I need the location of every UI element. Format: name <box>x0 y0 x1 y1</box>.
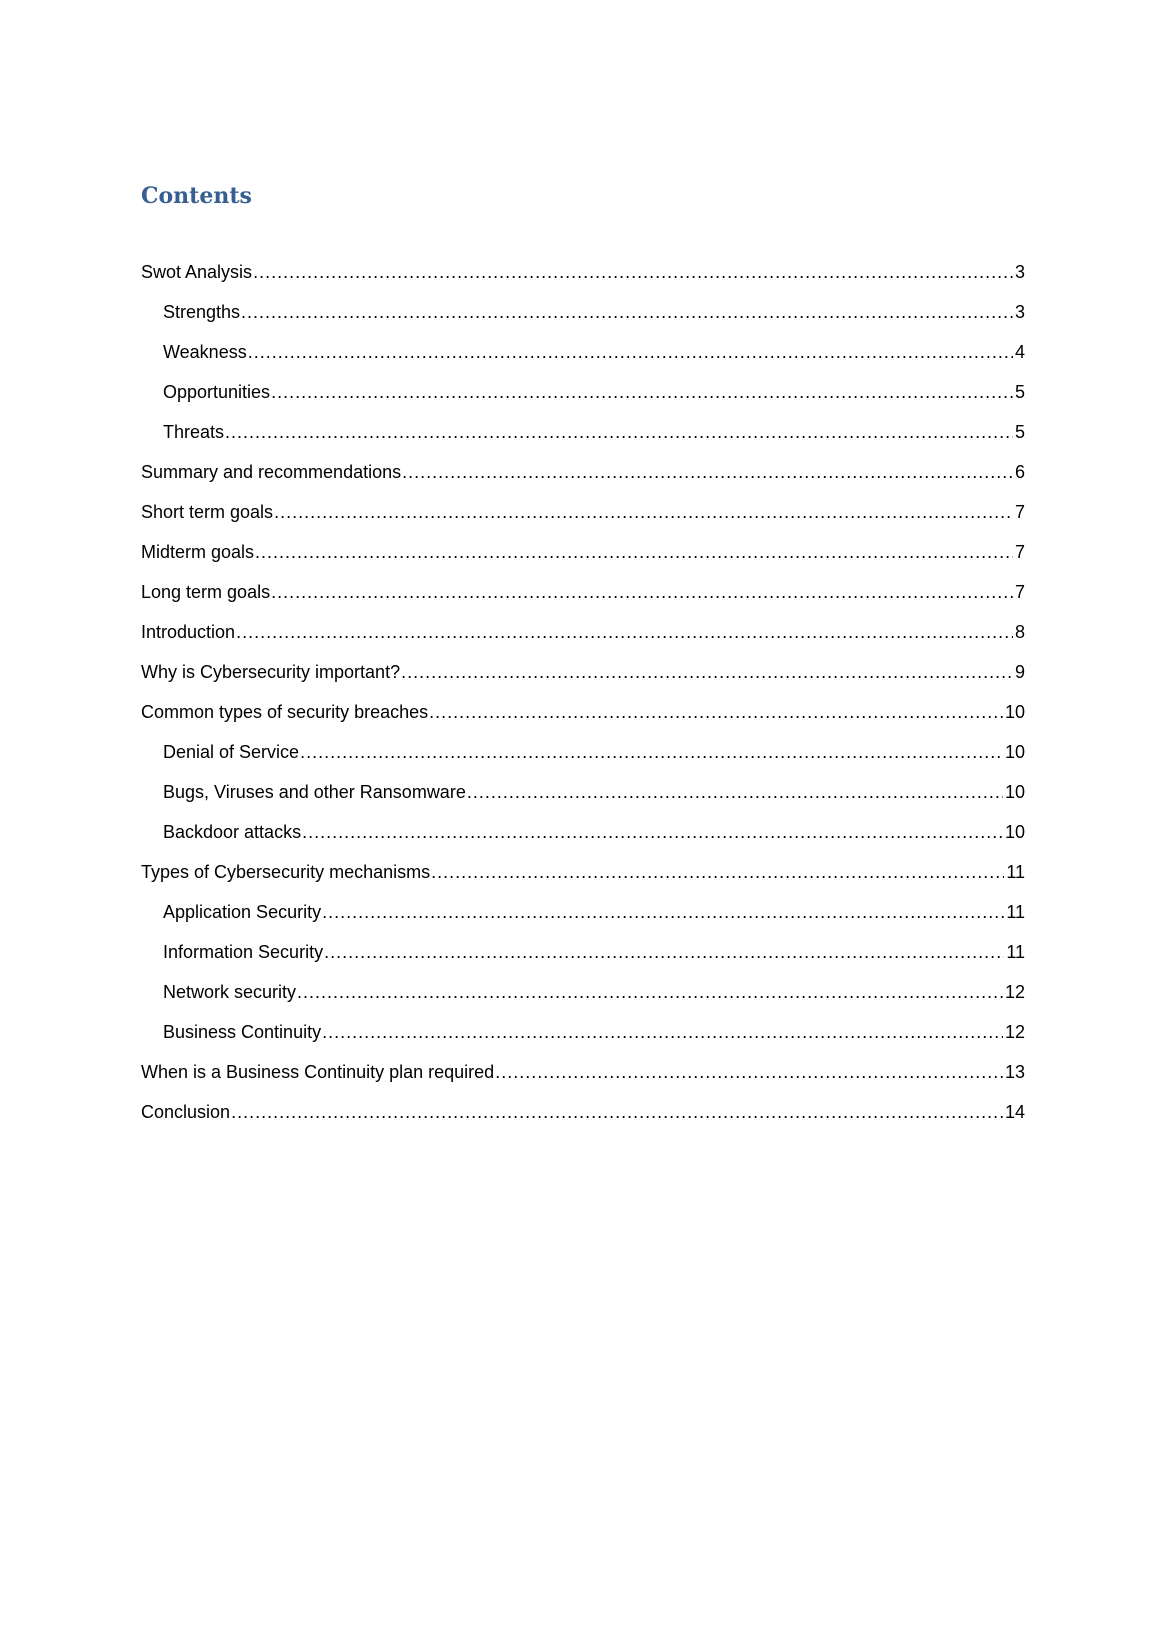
dot-leader <box>300 742 1003 762</box>
toc-entry-title: Common types of security breaches <box>141 702 429 722</box>
toc-entry-title: Threats <box>163 422 225 442</box>
dot-leader <box>322 1022 1003 1042</box>
toc-entry-swot-analysis[interactable] <box>141 262 1025 302</box>
toc-entry-page: 12 <box>1004 1022 1025 1042</box>
toc-entry-page: 5 <box>1014 382 1025 402</box>
toc-entry-title: Strengths <box>163 302 241 322</box>
toc-entry-title: Weakness <box>163 342 247 362</box>
toc-entry-page: 11 <box>1006 902 1025 922</box>
toc-entry-page: 5 <box>1014 422 1025 442</box>
toc-entry-title: Introduction <box>141 622 236 642</box>
toc-entry-long-term-goals[interactable] <box>141 582 1025 622</box>
dot-leader <box>297 982 1003 1002</box>
toc-entry-title: Conclusion <box>141 1102 231 1122</box>
toc-entry-title: Swot Analysis <box>141 262 253 282</box>
toc-entry-page: 7 <box>1014 582 1025 602</box>
toc-entry-page: 3 <box>1014 302 1025 322</box>
toc-entry-title: Backdoor attacks <box>163 822 302 842</box>
dot-leader <box>431 862 1004 882</box>
dot-leader <box>495 1062 1003 1082</box>
dot-leader <box>248 342 1013 362</box>
dot-leader <box>324 942 1004 962</box>
dot-leader <box>253 262 1013 282</box>
dot-leader <box>271 382 1013 402</box>
toc-entry-short-term-goals[interactable] <box>141 502 1025 542</box>
toc-entry-types-of-cybersecurity-mechanisms[interactable] <box>141 862 1025 902</box>
toc-heading: Contents <box>141 183 252 209</box>
toc-entry-why-is-cybersecurity-important[interactable] <box>141 662 1025 702</box>
toc-entry-page: 11 <box>1006 862 1025 882</box>
toc-entry-title: Short term goals <box>141 502 274 522</box>
toc-entry-title: Long term goals <box>141 582 271 602</box>
toc-entry-title: Application Security <box>163 902 322 922</box>
toc-entry-strengths[interactable] <box>141 302 1025 342</box>
toc-entry-page: 7 <box>1014 502 1025 522</box>
dot-leader <box>402 462 1013 482</box>
toc-entry-midterm-goals[interactable] <box>141 542 1025 582</box>
toc-entry-application-security[interactable] <box>141 902 1025 942</box>
toc-entry-page: 9 <box>1014 662 1025 682</box>
toc-entry-title: Bugs, Viruses and other Ransomware <box>163 782 466 802</box>
dot-leader <box>429 702 1003 722</box>
toc-entry-title: Types of Cybersecurity mechanisms <box>141 862 431 882</box>
toc-list <box>141 262 1025 1142</box>
toc-entry-page: 11 <box>1006 942 1025 962</box>
dot-leader <box>271 582 1013 602</box>
toc-entry-page: 3 <box>1014 262 1025 282</box>
toc-entry-page: 10 <box>1004 702 1025 722</box>
toc-entry-introduction[interactable] <box>141 622 1025 662</box>
toc-entry-title: Information Security <box>163 942 324 962</box>
toc-entry-page: 10 <box>1004 742 1025 762</box>
dot-leader <box>302 822 1003 842</box>
dot-leader <box>231 1102 1003 1122</box>
toc-entry-page: 4 <box>1014 342 1025 362</box>
toc-entry-title: Midterm goals <box>141 542 255 562</box>
toc-entry-title: When is a Business Continuity plan required <box>141 1062 495 1082</box>
dot-leader <box>467 782 1003 802</box>
toc-entry-denial-of-service[interactable] <box>141 742 1025 782</box>
toc-entry-business-continuity[interactable] <box>141 1022 1025 1062</box>
toc-entry-conclusion[interactable] <box>141 1102 1025 1142</box>
toc-entry-summary-and-recommendations[interactable] <box>141 462 1025 502</box>
toc-entry-title: Summary and recommendations <box>141 462 402 482</box>
dot-leader <box>255 542 1013 562</box>
dot-leader <box>401 662 1013 682</box>
toc-entry-network-security[interactable] <box>141 982 1025 1022</box>
toc-entry-page: 10 <box>1004 782 1025 802</box>
toc-entry-bugs-viruses-ransomware[interactable] <box>141 782 1025 822</box>
dot-leader <box>322 902 1004 922</box>
toc-entry-page: 8 <box>1014 622 1025 642</box>
toc-entry-page: 14 <box>1004 1102 1025 1122</box>
toc-entry-threats[interactable] <box>141 422 1025 462</box>
toc-entry-page: 10 <box>1004 822 1025 842</box>
toc-entry-information-security[interactable] <box>141 942 1025 982</box>
toc-entry-title: Business Continuity <box>163 1022 322 1042</box>
toc-entry-backdoor-attacks[interactable] <box>141 822 1025 862</box>
toc-entry-opportunities[interactable] <box>141 382 1025 422</box>
toc-entry-business-continuity-plan-required[interactable] <box>141 1062 1025 1102</box>
dot-leader <box>236 622 1013 642</box>
dot-leader <box>241 302 1013 322</box>
toc-entry-page: 13 <box>1004 1062 1025 1082</box>
toc-entry-page: 12 <box>1004 982 1025 1002</box>
toc-entry-title: Network security <box>163 982 297 1002</box>
toc-entry-common-types-of-security-breaches[interactable] <box>141 702 1025 742</box>
dot-leader <box>274 502 1013 522</box>
toc-entry-title: Why is Cybersecurity important? <box>141 662 401 682</box>
dot-leader <box>225 422 1013 442</box>
toc-entry-page: 7 <box>1014 542 1025 562</box>
toc-entry-title: Opportunities <box>163 382 271 402</box>
toc-entry-page: 6 <box>1014 462 1025 482</box>
toc-entry-title: Denial of Service <box>163 742 300 762</box>
toc-entry-weakness[interactable] <box>141 342 1025 382</box>
